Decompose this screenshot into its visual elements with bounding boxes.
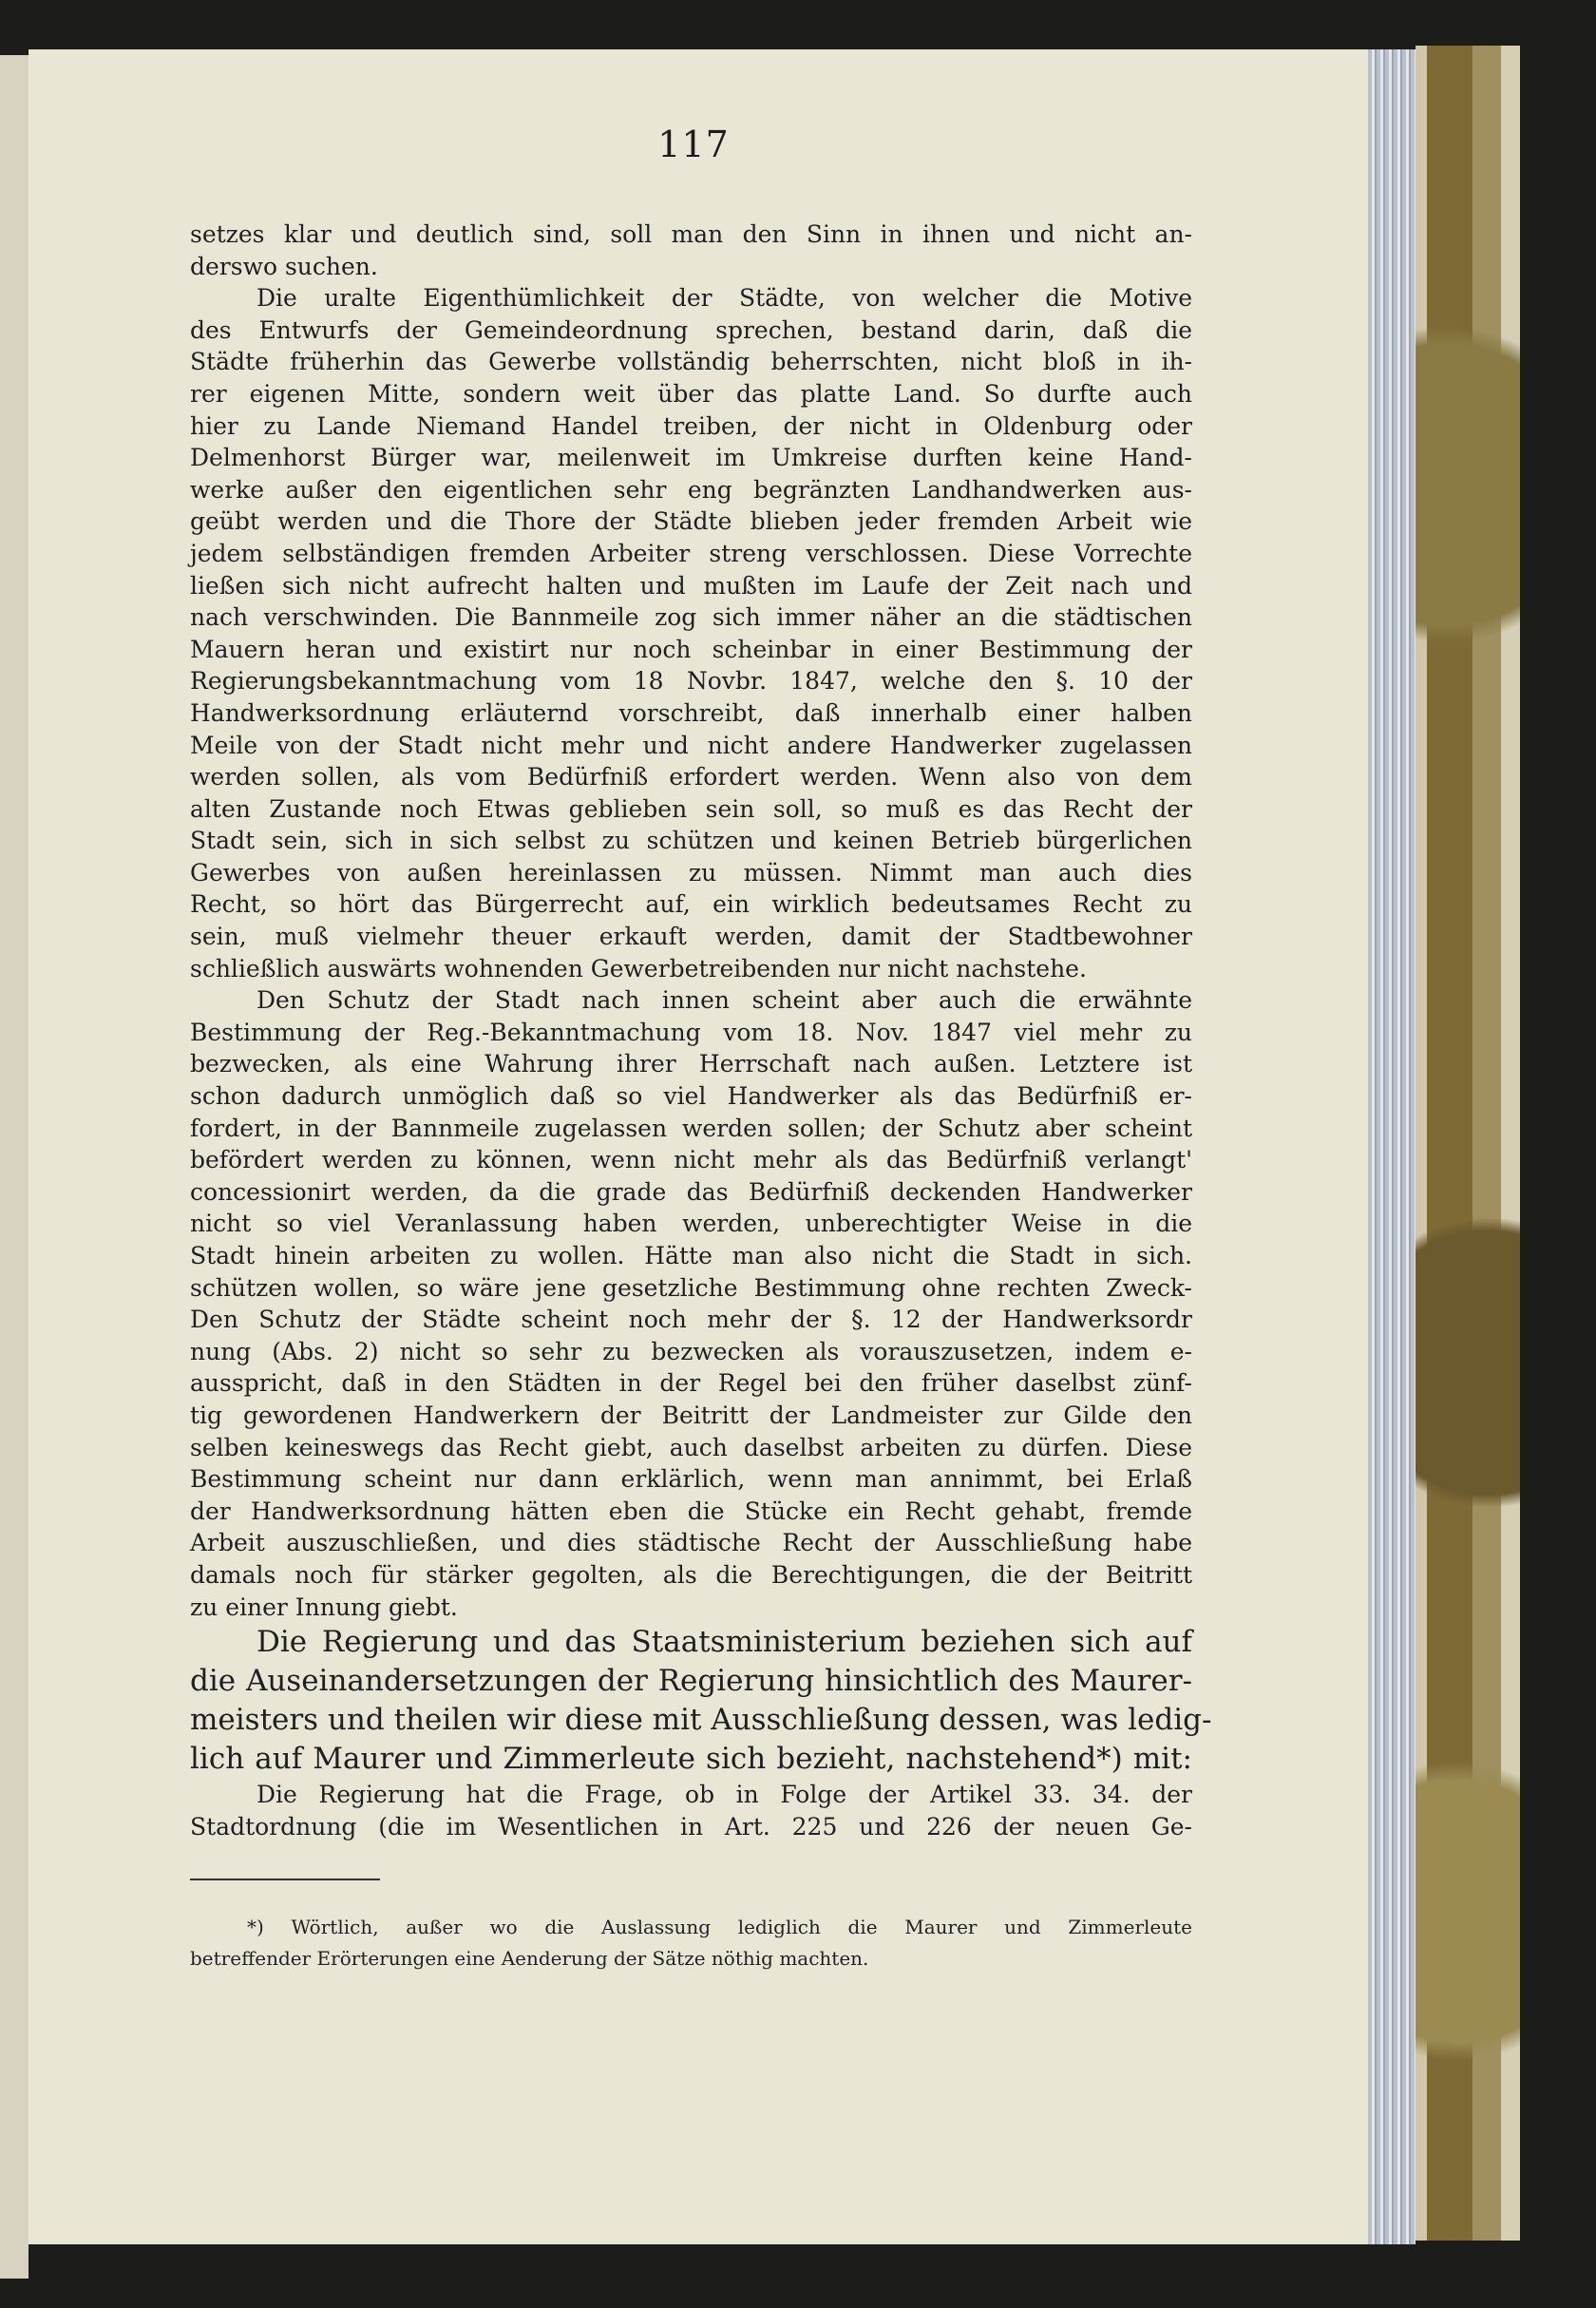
- text-line: sein, muß vielmehr theuer erkauft werden, damit der Stadtbewohner: [190, 923, 1192, 951]
- text-line: Stadt hinein arbeiten zu wollen. Hätte man also nicht die Stadt in sich.: [190, 1242, 1192, 1269]
- text-line: der Handwerksordnung hätten eben die Stücke ein Recht gehabt, fremde: [190, 1497, 1192, 1525]
- text-line: Die uralte Eigenthümlichkeit der Städte, von welcher die Motive: [256, 284, 1192, 313]
- text-line: nach verschwinden. Die Bannmeile zog sich immer näher an die städtischen: [190, 603, 1192, 632]
- text-line: Recht, so hört das Bürgerrecht auf, ein wirklich bedeutsames Recht zu: [190, 890, 1192, 919]
- text-line: schützen wollen, so wäre jene gesetzliche Bestimmung ohne rechten Zweck-: [190, 1273, 1192, 1302]
- text-line: derswo suchen.: [190, 252, 378, 280]
- text-line: Delmenhorst Bürger war, meilenweit im Umkreise durften keine Hand-: [190, 444, 1192, 472]
- text-line: nung (Abs. 2) nicht so sehr zu bezwecken als vorauszusetzen, indem e-: [190, 1337, 1192, 1365]
- heading-line: die Auseinandersetzungen der Regierung hinsichtlich des Maurer-: [190, 1664, 1192, 1699]
- footnote-rule: [190, 1879, 380, 1880]
- text-line: fordert, in der Bannmeile zugelassen werden sollen; der Schutz aber scheint: [190, 1114, 1192, 1142]
- text-line: Städte früherhin das Gewerbe vollständig beherrschten, nicht bloß in ih-: [190, 348, 1192, 376]
- text-line: ließen sich nicht aufrecht halten und mußten im Laufe der Zeit nach und: [190, 571, 1192, 600]
- page-edges: [1368, 49, 1416, 2244]
- page-number: 117: [657, 124, 730, 165]
- text-line: schon dadurch unmöglich daß so viel Handwerker als das Bedürfniß er-: [190, 1082, 1192, 1111]
- text-line: rer eigenen Mitte, sondern weit über das platte Land. So durfte auch: [190, 379, 1192, 408]
- text-line: hier zu Lande Niemand Handel treiben, der nicht in Oldenburg oder: [190, 411, 1192, 440]
- text-line: setzes klar und deutlich sind, soll man den Sinn in ihnen und nicht an-: [190, 220, 1192, 248]
- text-line: Meile von der Stadt nicht mehr und nicht andere Handwerker zugelassen: [190, 731, 1192, 759]
- text-line: Regierungsbekanntmachung vom 18 Novbr. 1847, welche den §. 10 der: [190, 667, 1192, 696]
- text-line: Den Schutz der Stadt nach innen scheint aber auch die erwähnte: [256, 986, 1192, 1015]
- text-line: befördert werden zu können, wenn nicht mehr als das Bedürfniß verlangt': [190, 1146, 1192, 1174]
- text-line: Arbeit auszuschließen, und dies städtische Recht der Ausschließung habe: [190, 1529, 1192, 1557]
- footnote-line: betreffender Erörterungen eine Aenderung der Sätze nöthig machten.: [190, 1947, 869, 1970]
- footnote: [190, 1912, 1192, 1974]
- text-line: geübt werden und die Thore der Städte blieben jeder fremden Arbeit wie: [190, 507, 1192, 536]
- text-line: Den Schutz der Städte scheint noch mehr der §. 12 der Handwerksordr: [190, 1306, 1192, 1334]
- text-line: nicht so viel Veranlassung haben werden, unberechtigter Weise in die: [190, 1210, 1192, 1238]
- text-line: schließlich auswärts wohnenden Gewerbetreibenden nur nicht nachstehe.: [190, 954, 1087, 982]
- text-line: werke außer den eigentlichen sehr eng begränzten Landhandwerken aus-: [190, 475, 1192, 504]
- text-line: Stadtordnung (die im Wesentlichen in Art. 225 und 226 der neuen Ge-: [190, 1812, 1192, 1841]
- heading-line: meisters und theilen wir diese mit Ausschließung dessen, was ledig-: [190, 1703, 1212, 1738]
- text-line: Handwerksordnung erläuternd vorschreibt, daß innerhalb einer halben: [190, 698, 1192, 727]
- text-line: Bestimmung scheint nur dann erklärlich, wenn man annimmt, bei Erlaß: [190, 1465, 1192, 1494]
- footnote-line: *) Wörtlich, außer wo die Auslassung lediglich die Maurer und Zimmerleute: [247, 1916, 1192, 1938]
- text-line: Stadt sein, sich in sich selbst zu schützen und keinen Betrieb bürgerlichen: [190, 827, 1192, 855]
- heading-line: Die Regierung und das Staatsministerium beziehen sich auf: [256, 1625, 1192, 1660]
- heading-line: lich auf Maurer und Zimmerleute sich bezieht, nachstehend*) mit:: [190, 1742, 1192, 1777]
- text-line: bezwecken, als eine Wahrung ihrer Herrschaft nach außen. Letztere ist: [190, 1050, 1192, 1078]
- text-line: alten Zustande noch Etwas geblieben sein soll, so muß es das Recht der: [190, 794, 1192, 823]
- text-line: concessionirt werden, da die grade das Bedürfniß deckenden Handwerker: [190, 1177, 1192, 1206]
- text-line: zu einer Innung giebt.: [190, 1593, 458, 1621]
- text-line: Mauern heran und existirt nur noch scheinbar in einer Bestimmung der: [190, 635, 1192, 663]
- text-line: des Entwurfs der Gemeindeordnung sprechen, bestand darin, daß die: [190, 315, 1192, 344]
- text-line: Gewerbes von außen hereinlassen zu müssen. Nimmt man auch dies: [190, 858, 1192, 887]
- text-line: Bestimmung der Reg.-Bekanntmachung vom 18. Nov. 1847 viel mehr zu: [190, 1018, 1192, 1046]
- text-line: jedem selbständigen fremden Arbeiter streng verschlossen. Diese Vorrechte: [190, 539, 1192, 567]
- text-line: Die Regierung hat die Frage, ob in Folge der Artikel 33. 34. der: [256, 1781, 1192, 1809]
- book-cover: [1416, 46, 1520, 2241]
- body-text: [190, 219, 1212, 1842]
- left-page-edge: [0, 55, 28, 2279]
- text-line: werden sollen, als vom Bedürfniß erfordert werden. Wenn also von dem: [190, 763, 1192, 792]
- text-line: tig gewordenen Handwerkern der Beitritt der Landmeister zur Gilde den: [190, 1401, 1192, 1429]
- text-line: ausspricht, daß in den Städten in der Regel bei den früher daselbst zünf-: [190, 1369, 1192, 1398]
- text-line: damals noch für stärker gegolten, als die Berechtigungen, die der Beitritt: [190, 1560, 1192, 1589]
- text-line: selben keineswegs das Recht giebt, auch daselbst arbeiten zu dürfen. Diese: [190, 1433, 1192, 1461]
